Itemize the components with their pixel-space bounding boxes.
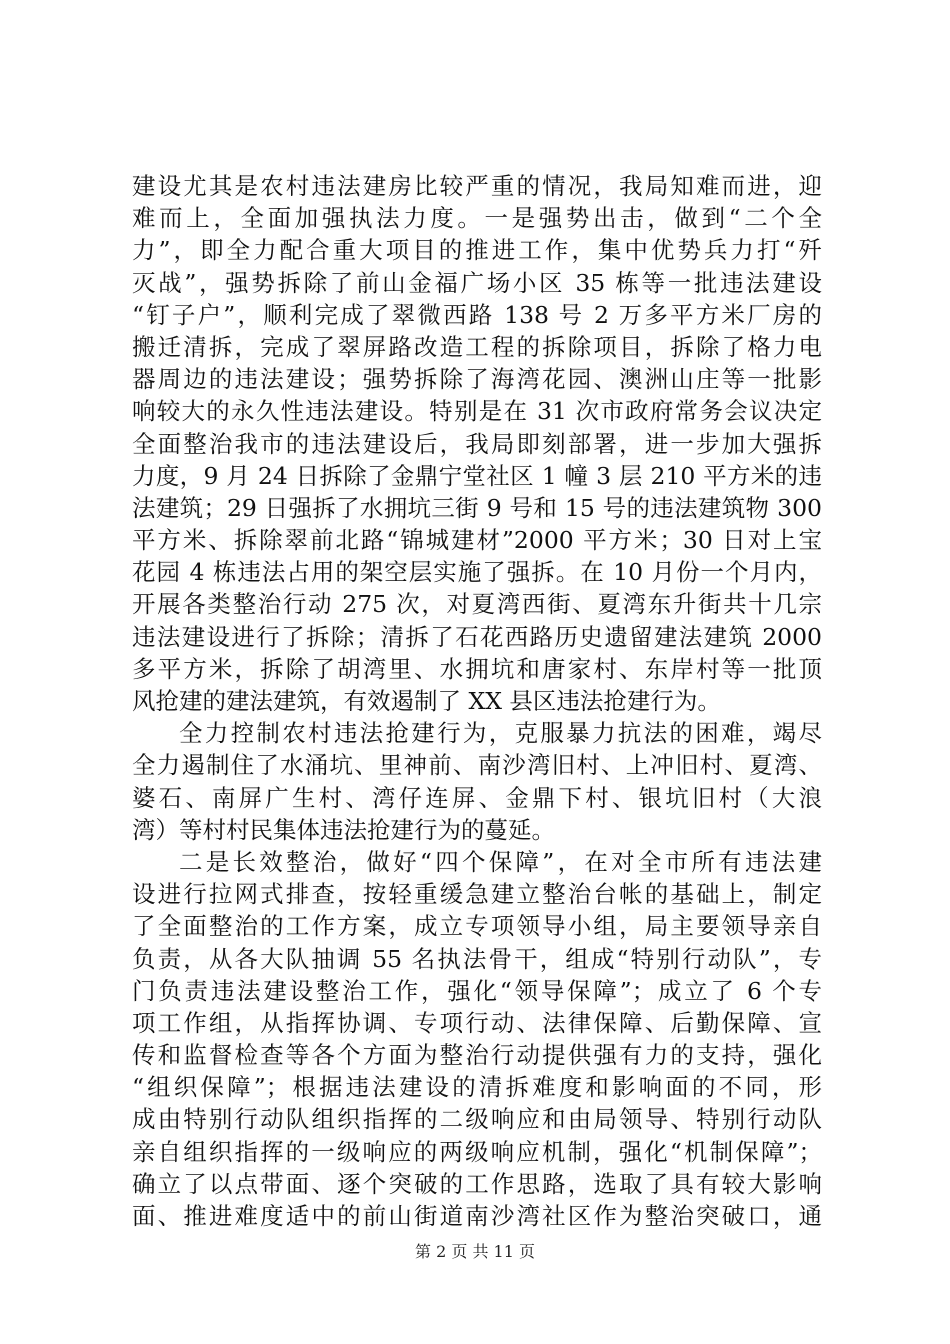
text-line: 了全面整治的工作方案，成立专项领导小组，局主要领导亲自 <box>132 912 822 941</box>
text-line: 成由特别行动队组织指挥的二级响应和由局领导、特别行动队 <box>132 1105 822 1134</box>
text-line: “组织保障”；根据违法建设的清拆难度和影响面的不同，形 <box>132 1073 822 1102</box>
text-line: 难而上，全面加强执法力度。一是强势出击，做到“二个全 <box>132 204 822 233</box>
text-line: 违法建设进行了拆除；清拆了石花西路历史遗留建法建筑 2000 <box>132 622 822 651</box>
text-line: 法建筑；29 日强拆了水拥坑三街 9 号和 15 号的违法建筑物 300 <box>132 493 822 522</box>
text-line: 确立了以点带面、逐个突破的工作思路，选取了具有较大影响 <box>132 1169 822 1198</box>
text-line: 建设尤其是农村违法建房比较严重的情况，我局知难而进，迎 <box>132 172 822 200</box>
text-line: 全力控制农村违法抢建行为，克服暴力抗法的困难，竭尽 <box>179 719 822 748</box>
document-body <box>132 170 822 1232</box>
text-line: 力度，9 月 24 日拆除了金鼎宁堂社区 1 幢 3 层 210 平方米的违 <box>132 461 822 490</box>
text-line: 花园 4 栋违法占用的架空层实施了强拆。在 10 月份一个月内， <box>132 558 822 587</box>
text-line: 器周边的违法建设；强势拆除了海湾花园、澳洲山庄等一批影 <box>132 365 822 394</box>
text-line: “钉子户”，顺利完成了翠微西路 138 号 2 万多平方米厂房的 <box>132 300 822 329</box>
text-line: 全力遏制住了水涌坑、里神前、南沙湾旧村、上冲旧村、夏湾、 <box>132 751 822 780</box>
text-line: 婆石、南屏广生村、湾仔连屏、金鼎下村、银坑旧村（大浪 <box>132 783 822 812</box>
page-footer: 第 2 页 共 11 页 <box>415 1242 535 1261</box>
text-line: 响较大的永久性违法建设。特别是在 31 次市政府常务会议决定 <box>132 397 822 426</box>
text-line: 设进行拉网式排查，按轻重缓急建立整治台帐的基础上，制定 <box>132 880 822 909</box>
text-line: 力”，即全力配合重大项目的推进工作，集中优势兵力打“歼 <box>132 236 822 265</box>
text-line: 灭战”，强势拆除了前山金福广场小区 35 栋等一批违法建设 <box>132 268 822 297</box>
text-line: 多平方米，拆除了胡湾里、水拥坑和唐家村、东岸村等一批顶 <box>132 654 822 683</box>
text-line: 开展各类整治行动 275 次，对夏湾西街、夏湾东升街共十几宗 <box>132 590 822 619</box>
text-line: 传和监督检查等各个方面为整治行动提供强有力的支持，强化 <box>132 1041 822 1070</box>
text-line: 湾）等村村民集体违法抢建行为的蔓延。 <box>132 815 555 844</box>
paragraph <box>132 846 822 1232</box>
text-line: 搬迁清拆，完成了翠屏路改造工程的拆除项目，拆除了格力电 <box>132 332 822 361</box>
paragraph <box>132 717 822 846</box>
text-line: 二是长效整治，做好“四个保障”，在对全市所有违法建 <box>179 847 822 876</box>
text-line: 风抢建的建法建筑，有效遏制了 XX 县区违法抢建行为。 <box>132 687 721 715</box>
text-line: 项工作组，从指挥协调、专项行动、法律保障、后勤保障、宣 <box>132 1008 822 1037</box>
text-line: 全面整治我市的违法建设后，我局即刻部署，进一步加大强拆 <box>132 429 822 458</box>
text-line: 面、推进难度适中的前山街道南沙湾社区作为整治突破口，通 <box>132 1202 822 1230</box>
text-line: 平方米、拆除翠前北路“锦城建材”2000 平方米；30 日对上宝 <box>132 526 822 555</box>
paragraph <box>132 170 822 717</box>
text-line: 亲自组织指挥的一级响应的两级响应机制，强化“机制保障”； <box>132 1137 822 1166</box>
text-line: 门负责违法建设整治工作，强化“领导保障”；成立了 6 个专 <box>132 976 822 1005</box>
text-line: 负责，从各大队抽调 55 名执法骨干，组成“特别行动队”，专 <box>132 944 822 973</box>
